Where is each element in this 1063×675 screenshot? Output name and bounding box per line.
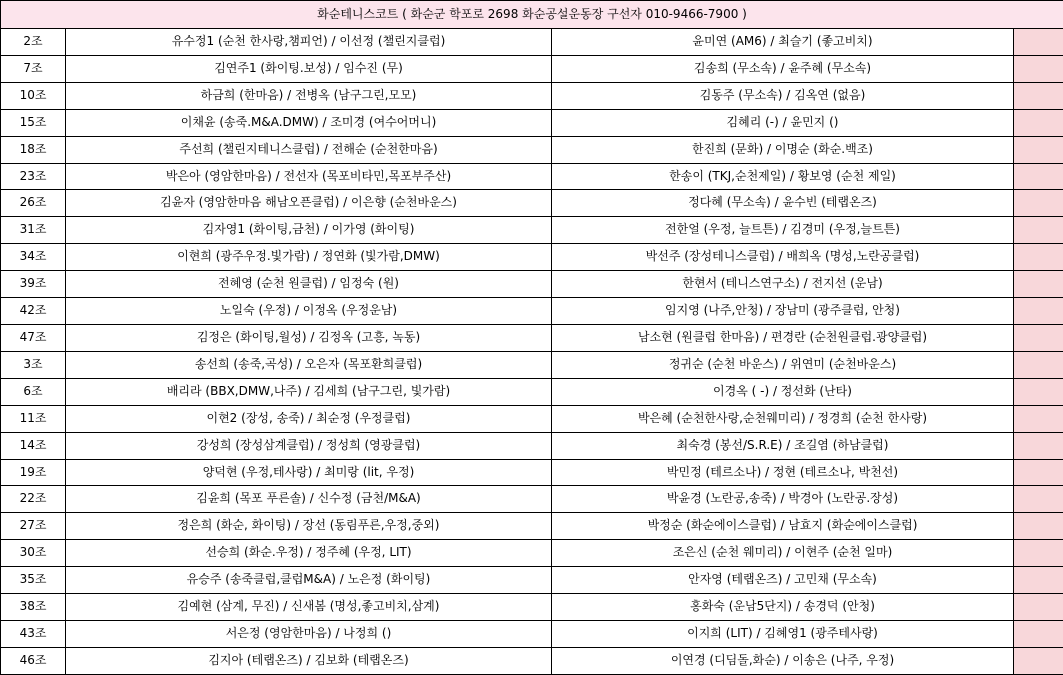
table-row <box>1 136 1063 163</box>
table-row <box>1 486 1063 513</box>
team-b-cell[interactable]: 전한얼 (우정, 늘트튼) / 김경미 (우정,늘트튼) <box>552 217 1014 244</box>
team-b-cell[interactable]: 한현서 (테니스연구소) / 전지선 (운남) <box>552 271 1014 298</box>
score-cell[interactable] <box>1014 432 1063 459</box>
team-b-cell[interactable]: 김송희 (무소속) / 윤주혜 (무소속) <box>552 55 1014 82</box>
team-a-cell[interactable]: 김윤자 (영암한마음 해남오픈클럽) / 이은향 (순천바운스) <box>66 190 552 217</box>
score-cell[interactable] <box>1014 594 1063 621</box>
score-cell[interactable] <box>1014 82 1063 109</box>
table-row <box>1 405 1063 432</box>
group-cell[interactable]: 2조 <box>1 29 66 56</box>
table-body <box>1 1 1063 675</box>
score-cell[interactable] <box>1014 378 1063 405</box>
team-b-cell[interactable]: 정다혜 (무소속) / 윤수빈 (테랩온즈) <box>552 190 1014 217</box>
team-b-cell[interactable]: 박민정 (테르소나) / 정현 (테르소나, 박천선) <box>552 459 1014 486</box>
score-cell[interactable] <box>1014 271 1063 298</box>
team-a-cell[interactable]: 노일숙 (우정) / 이정옥 (우정운남) <box>66 298 552 325</box>
team-a-cell[interactable]: 양덕현 (우정,테사랑) / 최미랑 (lit, 우정) <box>66 459 552 486</box>
team-a-cell[interactable]: 배리라 (BBX,DMW,나주) / 김세희 (남구그린, 빛가람) <box>66 378 552 405</box>
score-cell[interactable] <box>1014 55 1063 82</box>
table-row <box>1 378 1063 405</box>
table-row <box>1 567 1063 594</box>
table-row <box>1 271 1063 298</box>
table-row <box>1 109 1063 136</box>
group-cell[interactable]: 18조 <box>1 136 66 163</box>
score-cell[interactable] <box>1014 647 1063 674</box>
team-a-cell[interactable]: 하금희 (한마음) / 전병옥 (남구그린,모모) <box>66 82 552 109</box>
team-b-cell[interactable]: 한진희 (문화) / 이명순 (화순.백조) <box>552 136 1014 163</box>
table-row <box>1 55 1063 82</box>
team-a-cell[interactable]: 김연주1 (화이팅.보성) / 임수진 (무) <box>66 55 552 82</box>
table-row <box>1 647 1063 674</box>
table-row <box>1 620 1063 647</box>
score-cell[interactable] <box>1014 324 1063 351</box>
team-a-cell[interactable]: 이채윤 (송죽.M&A.DMW) / 조미경 (여수어머니) <box>66 109 552 136</box>
team-a-cell[interactable]: 유수정1 (순천 한사랑,챔피언) / 이선정 (챌린지클럽) <box>66 29 552 56</box>
group-cell[interactable]: 47조 <box>1 324 66 351</box>
group-cell[interactable]: 22조 <box>1 486 66 513</box>
group-cell[interactable]: 15조 <box>1 109 66 136</box>
team-a-cell[interactable]: 이현2 (장성, 송죽) / 최순정 (우정클럽) <box>66 405 552 432</box>
table-row <box>1 459 1063 486</box>
score-cell[interactable] <box>1014 163 1063 190</box>
team-b-cell[interactable]: 조은신 (순천 웨미리) / 이현주 (순천 일마) <box>552 540 1014 567</box>
team-a-cell[interactable]: 전혜영 (순천 원클럽) / 임정숙 (원) <box>66 271 552 298</box>
team-a-cell[interactable]: 김지아 (테랩온즈) / 김보화 (테랩온즈) <box>66 647 552 674</box>
group-cell[interactable]: 7조 <box>1 55 66 82</box>
table-row <box>1 190 1063 217</box>
table-row <box>1 351 1063 378</box>
team-b-cell[interactable]: 안자영 (테랩온즈) / 고민채 (무소속) <box>552 567 1014 594</box>
table-row <box>1 432 1063 459</box>
group-cell[interactable]: 31조 <box>1 217 66 244</box>
group-cell[interactable]: 26조 <box>1 190 66 217</box>
score-cell[interactable] <box>1014 244 1063 271</box>
team-a-cell[interactable]: 서은정 (영암한마음) / 나정희 () <box>66 620 552 647</box>
team-a-cell[interactable]: 김자영1 (화이팅,금천) / 이가영 (화이팅) <box>66 217 552 244</box>
team-b-cell[interactable]: 임지영 (나주,안청) / 장남미 (광주클럽, 안청) <box>552 298 1014 325</box>
score-cell[interactable] <box>1014 486 1063 513</box>
team-a-cell[interactable]: 주선희 (챌린지테니스클럽) / 전해순 (순천한마음) <box>66 136 552 163</box>
team-a-cell[interactable]: 김윤희 (목포 푸른솔) / 신수정 (금천/M&A) <box>66 486 552 513</box>
group-cell[interactable]: 23조 <box>1 163 66 190</box>
table-row <box>1 29 1063 56</box>
team-a-cell[interactable]: 정은희 (화순, 화이팅) / 장선 (동림푸른,우정,중외) <box>66 513 552 540</box>
team-b-cell[interactable]: 박정순 (화순에이스클럽) / 남효지 (화순에이스클럽) <box>552 513 1014 540</box>
group-cell[interactable]: 34조 <box>1 244 66 271</box>
table-row <box>1 82 1063 109</box>
team-a-cell[interactable]: 송선희 (송죽,곡성) / 오은자 (목포환희클럽) <box>66 351 552 378</box>
group-cell[interactable]: 42조 <box>1 298 66 325</box>
team-a-cell[interactable]: 김예현 (삼계, 무진) / 신새봄 (명성,좋고비치,삼계) <box>66 594 552 621</box>
team-b-cell[interactable]: 김동주 (무소속) / 김옥연 (없음) <box>552 82 1014 109</box>
group-cell[interactable]: 39조 <box>1 271 66 298</box>
team-b-cell[interactable]: 이지희 (LIT) / 김혜영1 (광주테사랑) <box>552 620 1014 647</box>
team-b-cell[interactable]: 박윤경 (노란공,송죽) / 박경아 (노란공.장성) <box>552 486 1014 513</box>
score-cell[interactable] <box>1014 620 1063 647</box>
table-row <box>1 513 1063 540</box>
team-b-cell[interactable]: 윤미연 (AM6) / 최슬기 (좋고비치) <box>552 29 1014 56</box>
team-b-cell[interactable]: 남소현 (원클럽 한마음) / 편경란 (순천원클럽.광양클럽) <box>552 324 1014 351</box>
group-cell[interactable]: 35조 <box>1 567 66 594</box>
score-cell[interactable] <box>1014 217 1063 244</box>
table-row <box>1 594 1063 621</box>
table-row <box>1 244 1063 271</box>
team-b-cell[interactable]: 이경옥 ( -) / 정선화 (난타) <box>552 378 1014 405</box>
group-cell[interactable]: 3조 <box>1 351 66 378</box>
group-cell[interactable]: 46조 <box>1 647 66 674</box>
table-row <box>1 163 1063 190</box>
team-a-cell[interactable]: 박은아 (영암한마음) / 전선자 (목포비타민,목포부주산) <box>66 163 552 190</box>
table-row <box>1 217 1063 244</box>
score-cell[interactable] <box>1014 109 1063 136</box>
team-b-cell[interactable]: 최숙경 (봉선/S.R.E) / 조길염 (하남클럽) <box>552 432 1014 459</box>
score-cell[interactable] <box>1014 298 1063 325</box>
score-cell[interactable] <box>1014 540 1063 567</box>
team-a-cell[interactable]: 선승희 (화순.우정) / 정주혜 (우정, LIT) <box>66 540 552 567</box>
team-a-cell[interactable]: 김정은 (화이팅,월성) / 김정옥 (고흥, 녹동) <box>66 324 552 351</box>
group-cell[interactable]: 19조 <box>1 459 66 486</box>
score-cell[interactable] <box>1014 405 1063 432</box>
team-b-cell[interactable]: 한송이 (TKJ,순천제일) / 황보영 (순천 제일) <box>552 163 1014 190</box>
team-b-cell[interactable]: 정귀순 (순천 바운스) / 위연미 (순천바운스) <box>552 351 1014 378</box>
venue-title-cell[interactable]: 화순테니스코트 ( 화순군 학포로 2698 화순공설운동장 구선자 010-9466-7900 ) <box>1 1 1063 29</box>
score-cell[interactable] <box>1014 351 1063 378</box>
team-b-cell[interactable]: 홍화숙 (운남5단지) / 송경덕 (안청) <box>552 594 1014 621</box>
score-cell[interactable] <box>1014 29 1063 56</box>
score-cell[interactable] <box>1014 567 1063 594</box>
team-a-cell[interactable]: 강성희 (장성삼계클럽) / 정성희 (영광클럽) <box>66 432 552 459</box>
score-cell[interactable] <box>1014 459 1063 486</box>
team-b-cell[interactable]: 박선주 (장성테니스클럽) / 배희옥 (명성,노란공클럽) <box>552 244 1014 271</box>
group-cell[interactable]: 38조 <box>1 594 66 621</box>
group-cell[interactable]: 10조 <box>1 82 66 109</box>
score-cell[interactable] <box>1014 136 1063 163</box>
table-row <box>1 298 1063 325</box>
group-cell[interactable]: 6조 <box>1 378 66 405</box>
group-cell[interactable]: 11조 <box>1 405 66 432</box>
table-row <box>1 324 1063 351</box>
team-b-cell[interactable]: 김혜리 (-) / 윤민지 () <box>552 109 1014 136</box>
team-a-cell[interactable]: 유승주 (송죽클럽,클럽M&A) / 노은정 (화이팅) <box>66 567 552 594</box>
header-row <box>1 1 1063 29</box>
table-row <box>1 540 1063 567</box>
team-a-cell[interactable]: 이현희 (광주우정.빛가람) / 정연화 (빛가람,DMW) <box>66 244 552 271</box>
group-cell[interactable]: 14조 <box>1 432 66 459</box>
team-b-cell[interactable]: 박은혜 (순천한사랑,순천웨미리) / 정경희 (순천 한사랑) <box>552 405 1014 432</box>
team-b-cell[interactable]: 이연경 (디딤돌,화순) / 이송은 (나주, 우정) <box>552 647 1014 674</box>
score-cell[interactable] <box>1014 190 1063 217</box>
group-cell[interactable]: 30조 <box>1 540 66 567</box>
group-cell[interactable]: 43조 <box>1 620 66 647</box>
group-cell[interactable]: 27조 <box>1 513 66 540</box>
score-cell[interactable] <box>1014 513 1063 540</box>
